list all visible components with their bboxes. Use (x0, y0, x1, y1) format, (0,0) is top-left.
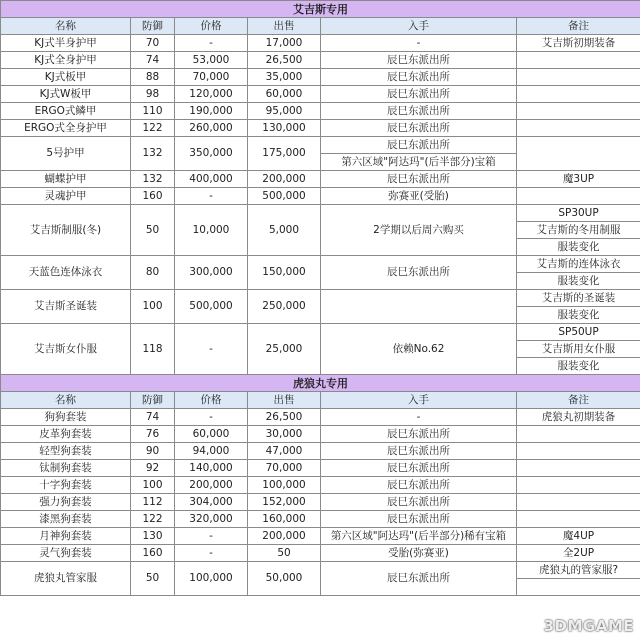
cell-price: - (175, 528, 248, 545)
cell-name: 漆黑狗套装 (1, 511, 131, 528)
cell-note (517, 443, 640, 460)
column-header: 出售 (248, 18, 321, 35)
cell-name: KJ式W板甲 (1, 86, 131, 103)
cell-get: 第六区域"阿达玛"(后半部分)稀有宝箱 (321, 528, 517, 545)
cell-name: 天蓝色连体泳衣 (1, 256, 131, 290)
cell-note: 服装变化 (517, 273, 640, 290)
cell-note: 艾吉斯的冬用制服 (517, 222, 640, 239)
cell-sell: 500,000 (248, 188, 321, 205)
cell-def: 132 (131, 137, 175, 171)
cell-name: 艾吉斯制服(冬) (1, 205, 131, 256)
cell-name: 月神狗套装 (1, 528, 131, 545)
cell-price: 60,000 (175, 426, 248, 443)
cell-get (321, 290, 517, 324)
cell-name: 灵魂护甲 (1, 188, 131, 205)
cell-get: 依赖No.62 (321, 324, 517, 375)
cell-name: 蝴蝶护甲 (1, 171, 131, 188)
table-row (1, 120, 640, 137)
cell-price: 304,000 (175, 494, 248, 511)
cell-note (517, 477, 640, 494)
cell-name: 轻型狗套装 (1, 443, 131, 460)
cell-sell: 160,000 (248, 511, 321, 528)
cell-def: 112 (131, 494, 175, 511)
cell-get: 辰巳东派出所 (321, 103, 517, 120)
cell-get: 辰巳东派出所 (321, 171, 517, 188)
cell-name: ERGO式鳞甲 (1, 103, 131, 120)
cell-price: - (175, 324, 248, 375)
cell-note (517, 52, 640, 69)
cell-note: 艾吉斯用女仆服 (517, 341, 640, 358)
cell-note (517, 69, 640, 86)
cell-def: 74 (131, 52, 175, 69)
cell-def: 90 (131, 443, 175, 460)
table-row (1, 205, 640, 222)
cell-def: 132 (131, 171, 175, 188)
cell-sell: 35,000 (248, 69, 321, 86)
column-header: 价格 (175, 18, 248, 35)
cell-def: 50 (131, 562, 175, 596)
cell-sell: 26,500 (248, 409, 321, 426)
cell-price: 300,000 (175, 256, 248, 290)
cell-sell: 250,000 (248, 290, 321, 324)
cell-get: 第六区域"阿达玛"(后半部分)宝箱 (321, 154, 517, 171)
section-row (1, 1, 640, 18)
table-row (1, 528, 640, 545)
cell-def: 98 (131, 86, 175, 103)
cell-note: 艾吉斯的圣诞装 (517, 290, 640, 307)
cell-sell: 5,000 (248, 205, 321, 256)
cell-note: 虎狼丸的管家服? (517, 562, 640, 579)
cell-def: 50 (131, 205, 175, 256)
cell-note (517, 426, 640, 443)
cell-note (517, 103, 640, 120)
table-row (1, 324, 640, 341)
cell-def: 110 (131, 103, 175, 120)
cell-get: 辰巳东派出所 (321, 494, 517, 511)
cell-sell: 50 (248, 545, 321, 562)
cell-price: 260,000 (175, 120, 248, 137)
cell-def: 122 (131, 120, 175, 137)
cell-def: 160 (131, 188, 175, 205)
cell-sell: 150,000 (248, 256, 321, 290)
watermark-logo: 3DMGAME (543, 617, 634, 635)
column-header: 名称 (1, 392, 131, 409)
cell-sell: 152,000 (248, 494, 321, 511)
column-header: 名称 (1, 18, 131, 35)
cell-name: 灵气狗套装 (1, 545, 131, 562)
cell-name: 钛制狗套装 (1, 460, 131, 477)
cell-get: 辰巳东派出所 (321, 460, 517, 477)
column-header: 入手 (321, 392, 517, 409)
section-row (1, 375, 640, 392)
table-row (1, 494, 640, 511)
cell-note (517, 120, 640, 137)
table-row (1, 171, 640, 188)
cell-note: 虎狼丸初期装备 (517, 409, 640, 426)
cell-note: SP50UP (517, 324, 640, 341)
section-title: 虎狼丸专用 (1, 375, 640, 392)
cell-name: 狗狗套装 (1, 409, 131, 426)
cell-sell: 95,000 (248, 103, 321, 120)
table-row (1, 477, 640, 494)
table-row (1, 86, 640, 103)
cell-price: 10,000 (175, 205, 248, 256)
cell-name: 艾吉斯女仆服 (1, 324, 131, 375)
cell-get: 辰巳东派出所 (321, 562, 517, 596)
cell-sell: 175,000 (248, 137, 321, 171)
cell-sell: 70,000 (248, 460, 321, 477)
section-title: 艾吉斯专用 (1, 1, 640, 18)
cell-price: 94,000 (175, 443, 248, 460)
cell-def: 160 (131, 545, 175, 562)
cell-price: 400,000 (175, 171, 248, 188)
table-row (1, 443, 640, 460)
cell-def: 70 (131, 35, 175, 52)
table-row (1, 460, 640, 477)
cell-sell: 25,000 (248, 324, 321, 375)
cell-note (517, 86, 640, 103)
cell-price: 140,000 (175, 460, 248, 477)
cell-def: 76 (131, 426, 175, 443)
cell-note (517, 511, 640, 528)
header-row (1, 392, 640, 409)
cell-get: - (321, 409, 517, 426)
table-row (1, 290, 640, 307)
cell-def: 92 (131, 460, 175, 477)
cell-sell: 47,000 (248, 443, 321, 460)
cell-price: - (175, 188, 248, 205)
cell-price: 190,000 (175, 103, 248, 120)
cell-get: 辰巳东派出所 (321, 443, 517, 460)
table-row (1, 511, 640, 528)
cell-note: 艾吉斯初期装备 (517, 35, 640, 52)
cell-def: 100 (131, 290, 175, 324)
cell-def: 88 (131, 69, 175, 86)
cell-name: KJ式全身护甲 (1, 52, 131, 69)
cell-get: 辰巳东派出所 (321, 69, 517, 86)
cell-price: 500,000 (175, 290, 248, 324)
cell-name: 强力狗套装 (1, 494, 131, 511)
column-header: 防御 (131, 18, 175, 35)
cell-name: KJ式板甲 (1, 69, 131, 86)
cell-note: 魔4UP (517, 528, 640, 545)
table-row (1, 35, 640, 52)
table-row (1, 256, 640, 273)
table-row (1, 52, 640, 69)
cell-get: 辰巳东派出所 (321, 426, 517, 443)
header-row (1, 18, 640, 35)
cell-price: - (175, 545, 248, 562)
cell-get: 2学期以后周六购买 (321, 205, 517, 256)
column-header: 价格 (175, 392, 248, 409)
cell-price: 320,000 (175, 511, 248, 528)
cell-note: SP30UP (517, 205, 640, 222)
cell-sell: 100,000 (248, 477, 321, 494)
column-header: 入手 (321, 18, 517, 35)
cell-price: 53,000 (175, 52, 248, 69)
cell-get: - (321, 35, 517, 52)
cell-def: 130 (131, 528, 175, 545)
column-header: 防御 (131, 392, 175, 409)
cell-sell: 17,000 (248, 35, 321, 52)
cell-sell: 60,000 (248, 86, 321, 103)
cell-def: 100 (131, 477, 175, 494)
cell-name: 十字狗套装 (1, 477, 131, 494)
cell-note: 服装变化 (517, 358, 640, 375)
cell-def: 74 (131, 409, 175, 426)
cell-name: 皮革狗套装 (1, 426, 131, 443)
cell-def: 118 (131, 324, 175, 375)
cell-get: 辰巳东派出所 (321, 137, 517, 154)
cell-price: 120,000 (175, 86, 248, 103)
cell-name: KJ式半身护甲 (1, 35, 131, 52)
cell-name: 5号护甲 (1, 137, 131, 171)
cell-note (517, 460, 640, 477)
cell-note (517, 579, 640, 596)
cell-sell: 130,000 (248, 120, 321, 137)
cell-note: 艾吉斯的连体泳衣 (517, 256, 640, 273)
table-row (1, 545, 640, 562)
cell-note (517, 188, 640, 205)
table-row (1, 409, 640, 426)
cell-note (517, 137, 640, 171)
table-row (1, 69, 640, 86)
cell-price: 100,000 (175, 562, 248, 596)
cell-name: 虎狼丸管家服 (1, 562, 131, 596)
cell-get: 辰巳东派出所 (321, 120, 517, 137)
cell-note: 服装变化 (517, 239, 640, 256)
cell-get: 辰巳东派出所 (321, 52, 517, 69)
cell-price: - (175, 35, 248, 52)
cell-price: 200,000 (175, 477, 248, 494)
table-row (1, 426, 640, 443)
column-header: 备注 (517, 392, 640, 409)
cell-get: 辰巳东派出所 (321, 86, 517, 103)
cell-price: 350,000 (175, 137, 248, 171)
cell-def: 80 (131, 256, 175, 290)
cell-sell: 50,000 (248, 562, 321, 596)
table-row (1, 562, 640, 579)
table-row (1, 137, 640, 154)
cell-sell: 26,500 (248, 52, 321, 69)
cell-note: 魔3UP (517, 171, 640, 188)
cell-get: 辰巳东派出所 (321, 511, 517, 528)
cell-note: 全2UP (517, 545, 640, 562)
cell-price: 70,000 (175, 69, 248, 86)
cell-name: 艾吉斯圣诞装 (1, 290, 131, 324)
column-header: 备注 (517, 18, 640, 35)
cell-get: 辰巳东派出所 (321, 477, 517, 494)
table-row (1, 103, 640, 120)
cell-sell: 30,000 (248, 426, 321, 443)
cell-sell: 200,000 (248, 528, 321, 545)
cell-get: 弥赛亚(受胎) (321, 188, 517, 205)
column-header: 出售 (248, 392, 321, 409)
cell-price: - (175, 409, 248, 426)
cell-name: ERGO式全身护甲 (1, 120, 131, 137)
cell-def: 122 (131, 511, 175, 528)
cell-get: 受胎(弥赛亚) (321, 545, 517, 562)
cell-note (517, 494, 640, 511)
cell-sell: 200,000 (248, 171, 321, 188)
cell-get: 辰巳东派出所 (321, 256, 517, 290)
cell-note: 服装变化 (517, 307, 640, 324)
table-row (1, 188, 640, 205)
